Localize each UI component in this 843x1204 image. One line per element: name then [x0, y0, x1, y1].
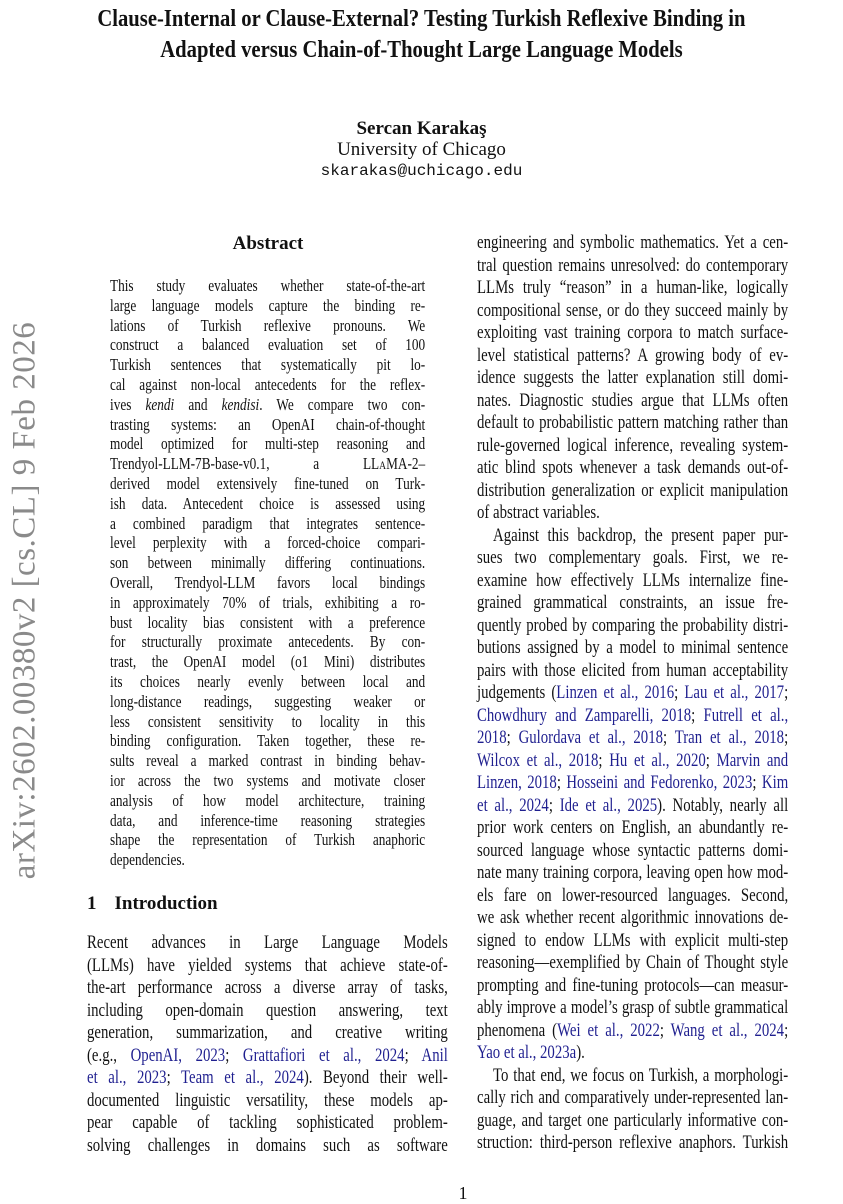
- text-line: [87, 1045, 448, 1068]
- citation-link[interactable]: Tran et al., 2018: [674, 728, 785, 748]
- text-line: long-distance readings, suggesting weaker or: [110, 691, 426, 711]
- citation-link[interactable]: Anil: [421, 1045, 448, 1066]
- text-line: Against this backdrop, the present paper pur-: [493, 525, 789, 546]
- text-span: ;: [674, 683, 685, 703]
- citation-link[interactable]: Linzen et al., 2016: [556, 683, 675, 703]
- text-line: sues two complementary goals. First, we re-: [477, 548, 789, 568]
- text-line: butions assigned by a model to minimal sentence: [477, 638, 789, 658]
- paper-title: [59, 4, 784, 66]
- text-line: level statistical patterns? A growing body of ev-: [477, 345, 789, 366]
- italic-term: kendi: [145, 394, 175, 414]
- text-line: idence suggests the latter explanation still domi-: [477, 368, 789, 388]
- abstract-body: [110, 276, 425, 870]
- text-line: tral question remains unresolved: do contemporary: [477, 255, 789, 276]
- text-line: [477, 750, 788, 773]
- text-line: [477, 705, 788, 728]
- text-span: ;: [598, 750, 610, 771]
- citation-link[interactable]: Wei et al., 2022: [557, 1020, 660, 1041]
- text-span: ;: [659, 1020, 671, 1041]
- text-line: for structurally proximate antecedents. By con-: [110, 632, 426, 652]
- text-span: ). Notably, nearly all: [657, 795, 789, 816]
- title-line: Adapted versus Chain-of-Thought Large Language Models: [160, 37, 683, 63]
- text-span: ;: [506, 728, 519, 748]
- text-line: els fare on lower-resourced languages. Second,: [477, 885, 789, 906]
- text-line: pear capable of tackling sophisticated problem-: [87, 1113, 448, 1133]
- text-line: [87, 1067, 448, 1090]
- page-number: 1: [458, 1183, 468, 1203]
- text-line: binding configuration. Taken together, these re-: [110, 731, 426, 751]
- text-line: To that end, we focus on Turkish, a morphologi-: [493, 1065, 789, 1086]
- text-line: large language models capture the binding re-: [110, 295, 426, 315]
- text-span: ;: [784, 728, 789, 748]
- text-span: ;: [784, 683, 789, 703]
- text-line: Overall, Trendyol-LLM favors local bindings: [110, 572, 426, 592]
- citation-link[interactable]: OpenAI, 2023: [130, 1045, 226, 1066]
- text-line: sourced language whose syntactic patterns domi-: [477, 840, 789, 861]
- text-span: ;: [663, 728, 675, 748]
- text-line: guage, and target one particularly informative con-: [477, 1110, 789, 1131]
- text-line: level perplexity with a forced-choice compari-: [110, 533, 426, 553]
- text-line: lations of Turkish reflexive pronouns. We: [110, 315, 426, 335]
- text-line: solving challenges in domains such as software: [87, 1135, 448, 1156]
- citation-link[interactable]: Hosseini and Fedorenko, 2023: [566, 773, 753, 793]
- author-email[interactable]: skarakas@uchicago.edu: [320, 162, 523, 180]
- citation-link[interactable]: Grattafiori et al., 2024: [242, 1045, 405, 1066]
- text-span: LLaMA: [362, 454, 408, 474]
- text-span: ;: [404, 1045, 422, 1066]
- text-span: ;: [225, 1045, 243, 1066]
- text-line: rule-governed logical inference, revealing system-: [477, 435, 789, 456]
- text-span: ;: [166, 1068, 182, 1088]
- italic-term: kendisi: [221, 394, 260, 414]
- text-span: ;: [691, 705, 704, 726]
- text-line: nate many training corpora, leaving open how mod-: [477, 863, 789, 883]
- section-title: Introduction: [114, 893, 218, 914]
- citation-link[interactable]: Yao et al., 2023a: [477, 1043, 577, 1063]
- text-line: documented linguistic versatility, these models ap-: [87, 1090, 448, 1111]
- text-line: [477, 727, 788, 750]
- citation-link[interactable]: Linzen, 2018: [477, 773, 557, 793]
- text-line: grained grammatical constraints, an issue fre-: [477, 593, 789, 613]
- citation-link[interactable]: Lau et al., 2017: [684, 683, 785, 703]
- text-span: ives: [110, 394, 146, 414]
- text-span: -2–: [407, 454, 426, 474]
- text-line: [477, 795, 788, 818]
- text-line: son between minimally differing continuations.: [110, 553, 426, 573]
- text-span: ;: [705, 750, 717, 771]
- text-line: signed to endow LLMs with explicit multi-step: [477, 930, 789, 951]
- citation-link[interactable]: Ide et al., 2025: [559, 795, 658, 816]
- text-span: ).: [576, 1043, 585, 1063]
- text-line: sults reveal a marked contrast in binding behav-: [110, 751, 426, 771]
- text-line: (LLMs) have yielded systems that achieve state-of-: [87, 955, 448, 976]
- text-span: ). Beyond their well-: [303, 1068, 448, 1088]
- text-line: [477, 682, 788, 705]
- text-line: model optimized for multi-step reasoning and: [110, 434, 426, 454]
- text-span: Trendyol-LLM-7B-base-v0.1, a: [110, 454, 363, 474]
- text-line: a combined paradigm that integrates sentence-: [110, 513, 426, 533]
- citation-link[interactable]: Kim: [761, 773, 789, 793]
- text-span: ;: [548, 795, 560, 816]
- abstract-heading: Abstract: [232, 233, 304, 254]
- text-line: [477, 1020, 788, 1043]
- text-line: in approximately 70% of trials, exhibiting a ro-: [110, 592, 426, 612]
- text-line: examine how effectively LLMs internalize fine-: [477, 570, 789, 591]
- text-line: construct a balanced evaluation set of 100: [110, 335, 426, 355]
- text-line: atic blind spots whenever a task demands out-of-: [477, 458, 789, 478]
- section-heading-introduction: [87, 893, 218, 915]
- text-line: quently probed by comparing the probability distri-: [477, 615, 789, 636]
- text-span: and: [174, 394, 222, 414]
- citation-link[interactable]: Marvin and: [716, 750, 789, 771]
- right-column-body: [477, 232, 788, 1155]
- text-line: data, and inference-time reasoning strategies: [110, 810, 426, 830]
- text-span: ;: [784, 1020, 789, 1041]
- citation-link[interactable]: et al., 2024: [477, 795, 549, 816]
- text-line: nates. Diagnostic studies argue that LLMs often: [477, 390, 789, 411]
- text-line: generation, summarization, and creative writing: [87, 1023, 448, 1043]
- text-line: Recent advances in Large Language Models: [87, 933, 448, 953]
- text-line: This study evaluates whether state-of-the-art: [110, 276, 426, 295]
- text-line: its choices nearly evenly between local and: [110, 671, 426, 691]
- text-line: Turkish sentences that systematically pit lo-: [110, 355, 426, 375]
- text-line: cally rich and comparatively under-represented lan-: [477, 1088, 789, 1108]
- text-line: reasoning—exemplified by Chain of Thought style: [477, 953, 789, 973]
- text-line: ably improve a model’s grasp of subtle grammatical: [477, 998, 789, 1018]
- text-line: trast, the OpenAI model (o1 Mini) distributes: [110, 652, 426, 672]
- text-line: analysis of how model architecture, training: [110, 790, 426, 810]
- text-span: ;: [556, 773, 567, 793]
- text-line: distribution generalization or explicit manipulation: [477, 480, 789, 501]
- author-name: Sercan Karakaş: [356, 118, 487, 139]
- text-line: compositional sense, or do they succeed mainly by: [477, 300, 789, 321]
- text-line: [477, 1042, 788, 1065]
- text-line: pairs with those elicited from human acceptability: [477, 660, 789, 681]
- text-line: the-art performance across a diverse array of tasks,: [87, 978, 448, 998]
- citation-link[interactable]: Team et al., 2024: [181, 1068, 304, 1088]
- citation-link[interactable]: et al., 2023: [87, 1068, 167, 1088]
- text-span: (e.g.,: [87, 1045, 131, 1066]
- arxiv-stamp: arXiv:2602.00380v2 [cs.CL] 9 Feb 2026: [6, 321, 43, 880]
- citation-link[interactable]: Futrell et al.,: [703, 705, 789, 726]
- text-span: ;: [752, 773, 762, 793]
- text-line: prompting and fine-tuning protocols—can measur-: [477, 975, 789, 996]
- citation-link[interactable]: Hu et al., 2020: [609, 750, 706, 771]
- text-line: default to probabilistic pattern matching rather than: [477, 413, 789, 433]
- citation-link[interactable]: Chowdhury and Zamparelli, 2018: [477, 705, 692, 726]
- text-span: . We compare two con-: [259, 394, 426, 414]
- text-line: of abstract variables.: [477, 503, 600, 523]
- text-line: [110, 454, 425, 474]
- text-line: ish data. Antecedent choice is assessed using: [110, 493, 426, 513]
- text-line: exploiting vast training corpora to match surface-: [477, 323, 789, 343]
- section-number: 1: [87, 893, 97, 914]
- text-line: prior work centers on English, an abundantly re-: [477, 818, 789, 838]
- text-line: engineering and symbolic mathematics. Yet a cen-: [477, 233, 789, 253]
- text-line: trasting systems: an OpenAI chain-of-thought: [110, 414, 426, 434]
- title-line: Clause-Internal or Clause-External? Testing Turkish Reflexive Binding in: [97, 6, 746, 32]
- citation-link[interactable]: Wilcox et al., 2018: [477, 750, 599, 771]
- text-line: less consistent sensitivity to locality in this: [110, 711, 426, 731]
- text-line: struction: third-person reflexive anaphors. Turkish: [477, 1133, 789, 1153]
- text-line: we ask whether recent algorithmic innovations de-: [477, 908, 789, 928]
- introduction-body: [87, 932, 448, 1157]
- text-line: including open-domain question answering, text: [87, 1000, 448, 1021]
- text-line: derived model extensively fine-tuned on Turk-: [110, 473, 426, 493]
- author-affiliation: University of Chicago: [337, 139, 506, 160]
- citation-link[interactable]: Gulordava et al., 2018: [518, 728, 663, 748]
- text-line: ior across the two systems and motivate closer: [110, 770, 426, 790]
- text-line: LLMs truly “reason” in a human-like, logically: [477, 278, 789, 298]
- citation-link[interactable]: Wang et al., 2024: [670, 1020, 785, 1041]
- text-line: cal against non-local antecedents for the reflex-: [110, 374, 426, 394]
- text-line: [477, 772, 788, 795]
- text-line: shape the representation of Turkish anaphoric: [110, 830, 426, 850]
- text-span: phenomena (: [477, 1020, 558, 1041]
- text-line: bust locality bias consistent with a preference: [110, 612, 426, 632]
- text-span: judgements (: [477, 683, 557, 703]
- text-line: dependencies.: [110, 850, 185, 870]
- text-line: [110, 395, 425, 415]
- citation-link[interactable]: 2018: [477, 728, 507, 748]
